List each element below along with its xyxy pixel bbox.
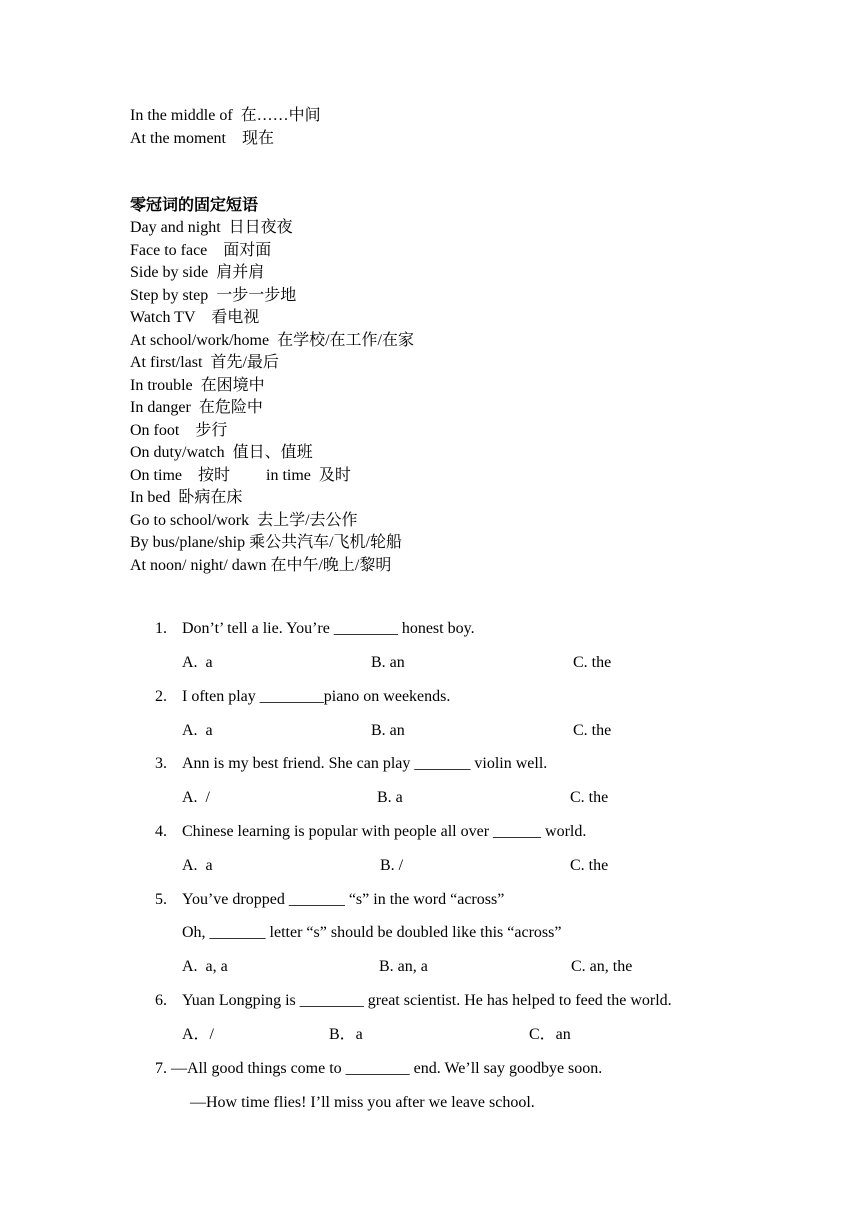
question-number: 5. bbox=[155, 891, 167, 908]
phrase-line: On duty/watch 值日、值班 bbox=[130, 444, 313, 461]
question-text-line2: Oh, _______ letter “s” should be doubled like this “across” bbox=[182, 924, 562, 941]
option-a: A. a bbox=[182, 722, 213, 739]
phrase-line: Go to school/work 去上学/去公作 bbox=[130, 512, 358, 529]
question-number: 1. bbox=[155, 620, 167, 637]
option-c: C. the bbox=[570, 857, 609, 874]
phrase-line: At noon/ night/ dawn 在中午/晚上/黎明 bbox=[130, 557, 392, 574]
question-text: 7. —All good things come to ________ end. We’ll say goodbye soon. bbox=[155, 1060, 603, 1077]
option-c: C．an bbox=[529, 1026, 571, 1043]
phrase-line: Step by step 一步一步地 bbox=[130, 287, 297, 304]
phrase-line: Face to face 面对面 bbox=[130, 242, 272, 259]
option-b: B. an bbox=[371, 722, 405, 739]
option-a: A. a, a bbox=[182, 958, 228, 975]
question-number: 4. bbox=[155, 823, 167, 840]
option-a: A. a bbox=[182, 857, 213, 874]
question-number: 2. bbox=[155, 688, 167, 705]
phrase-line: At the moment 现在 bbox=[130, 130, 274, 147]
section-title: 零冠词的固定短语 bbox=[130, 197, 259, 214]
option-a: A. a bbox=[182, 654, 213, 671]
option-b: B．a bbox=[329, 1026, 363, 1043]
phrase-line: In the middle of 在……中间 bbox=[130, 107, 321, 124]
option-a: A．/ bbox=[182, 1026, 215, 1043]
option-a: A. / bbox=[182, 789, 210, 806]
question-text-line2: —How time flies! I’ll miss you after we leave school. bbox=[190, 1094, 535, 1111]
option-b: B. an, a bbox=[379, 958, 428, 975]
option-c: C. the bbox=[573, 654, 612, 671]
question-text: Don’t’ tell a lie. You’re ________ honest boy. bbox=[182, 620, 475, 637]
question-text: You’ve dropped _______ “s” in the word “across” bbox=[182, 891, 505, 908]
option-b: B. a bbox=[377, 789, 403, 806]
phrase-line: By bus/plane/ship 乘公共汽车/飞机/轮船 bbox=[130, 534, 403, 551]
phrase-line: In bed 卧病在床 bbox=[130, 489, 243, 506]
option-c: C. the bbox=[570, 789, 609, 806]
option-c: C. the bbox=[573, 722, 612, 739]
phrase-line: In trouble 在困境中 bbox=[130, 377, 265, 394]
phrase-line: At school/work/home 在学校/在工作/在家 bbox=[130, 332, 414, 349]
question-number: 6. bbox=[155, 992, 167, 1009]
phrase-line: On foot 步行 bbox=[130, 422, 228, 439]
phrase-line: At first/last 首先/最后 bbox=[130, 354, 279, 371]
option-b: B. an bbox=[371, 654, 405, 671]
question-text: Chinese learning is popular with people all over ______ world. bbox=[182, 823, 587, 840]
question-text: I often play ________piano on weekends. bbox=[182, 688, 451, 705]
phrase-line: Watch TV 看电视 bbox=[130, 309, 260, 326]
question-text: Ann is my best friend. She can play _______ violin well. bbox=[182, 755, 548, 772]
option-c: C. an, the bbox=[571, 958, 633, 975]
option-b: B. / bbox=[380, 857, 404, 874]
phrase-line: Day and night 日日夜夜 bbox=[130, 219, 293, 236]
phrase-line: On time 按时 in time 及时 bbox=[130, 467, 351, 484]
question-text: Yuan Longping is ________ great scientist. He has helped to feed the world. bbox=[182, 992, 672, 1009]
phrase-line: Side by side 肩并肩 bbox=[130, 264, 265, 281]
question-number: 3. bbox=[155, 755, 167, 772]
phrase-line: In danger 在危险中 bbox=[130, 399, 263, 416]
